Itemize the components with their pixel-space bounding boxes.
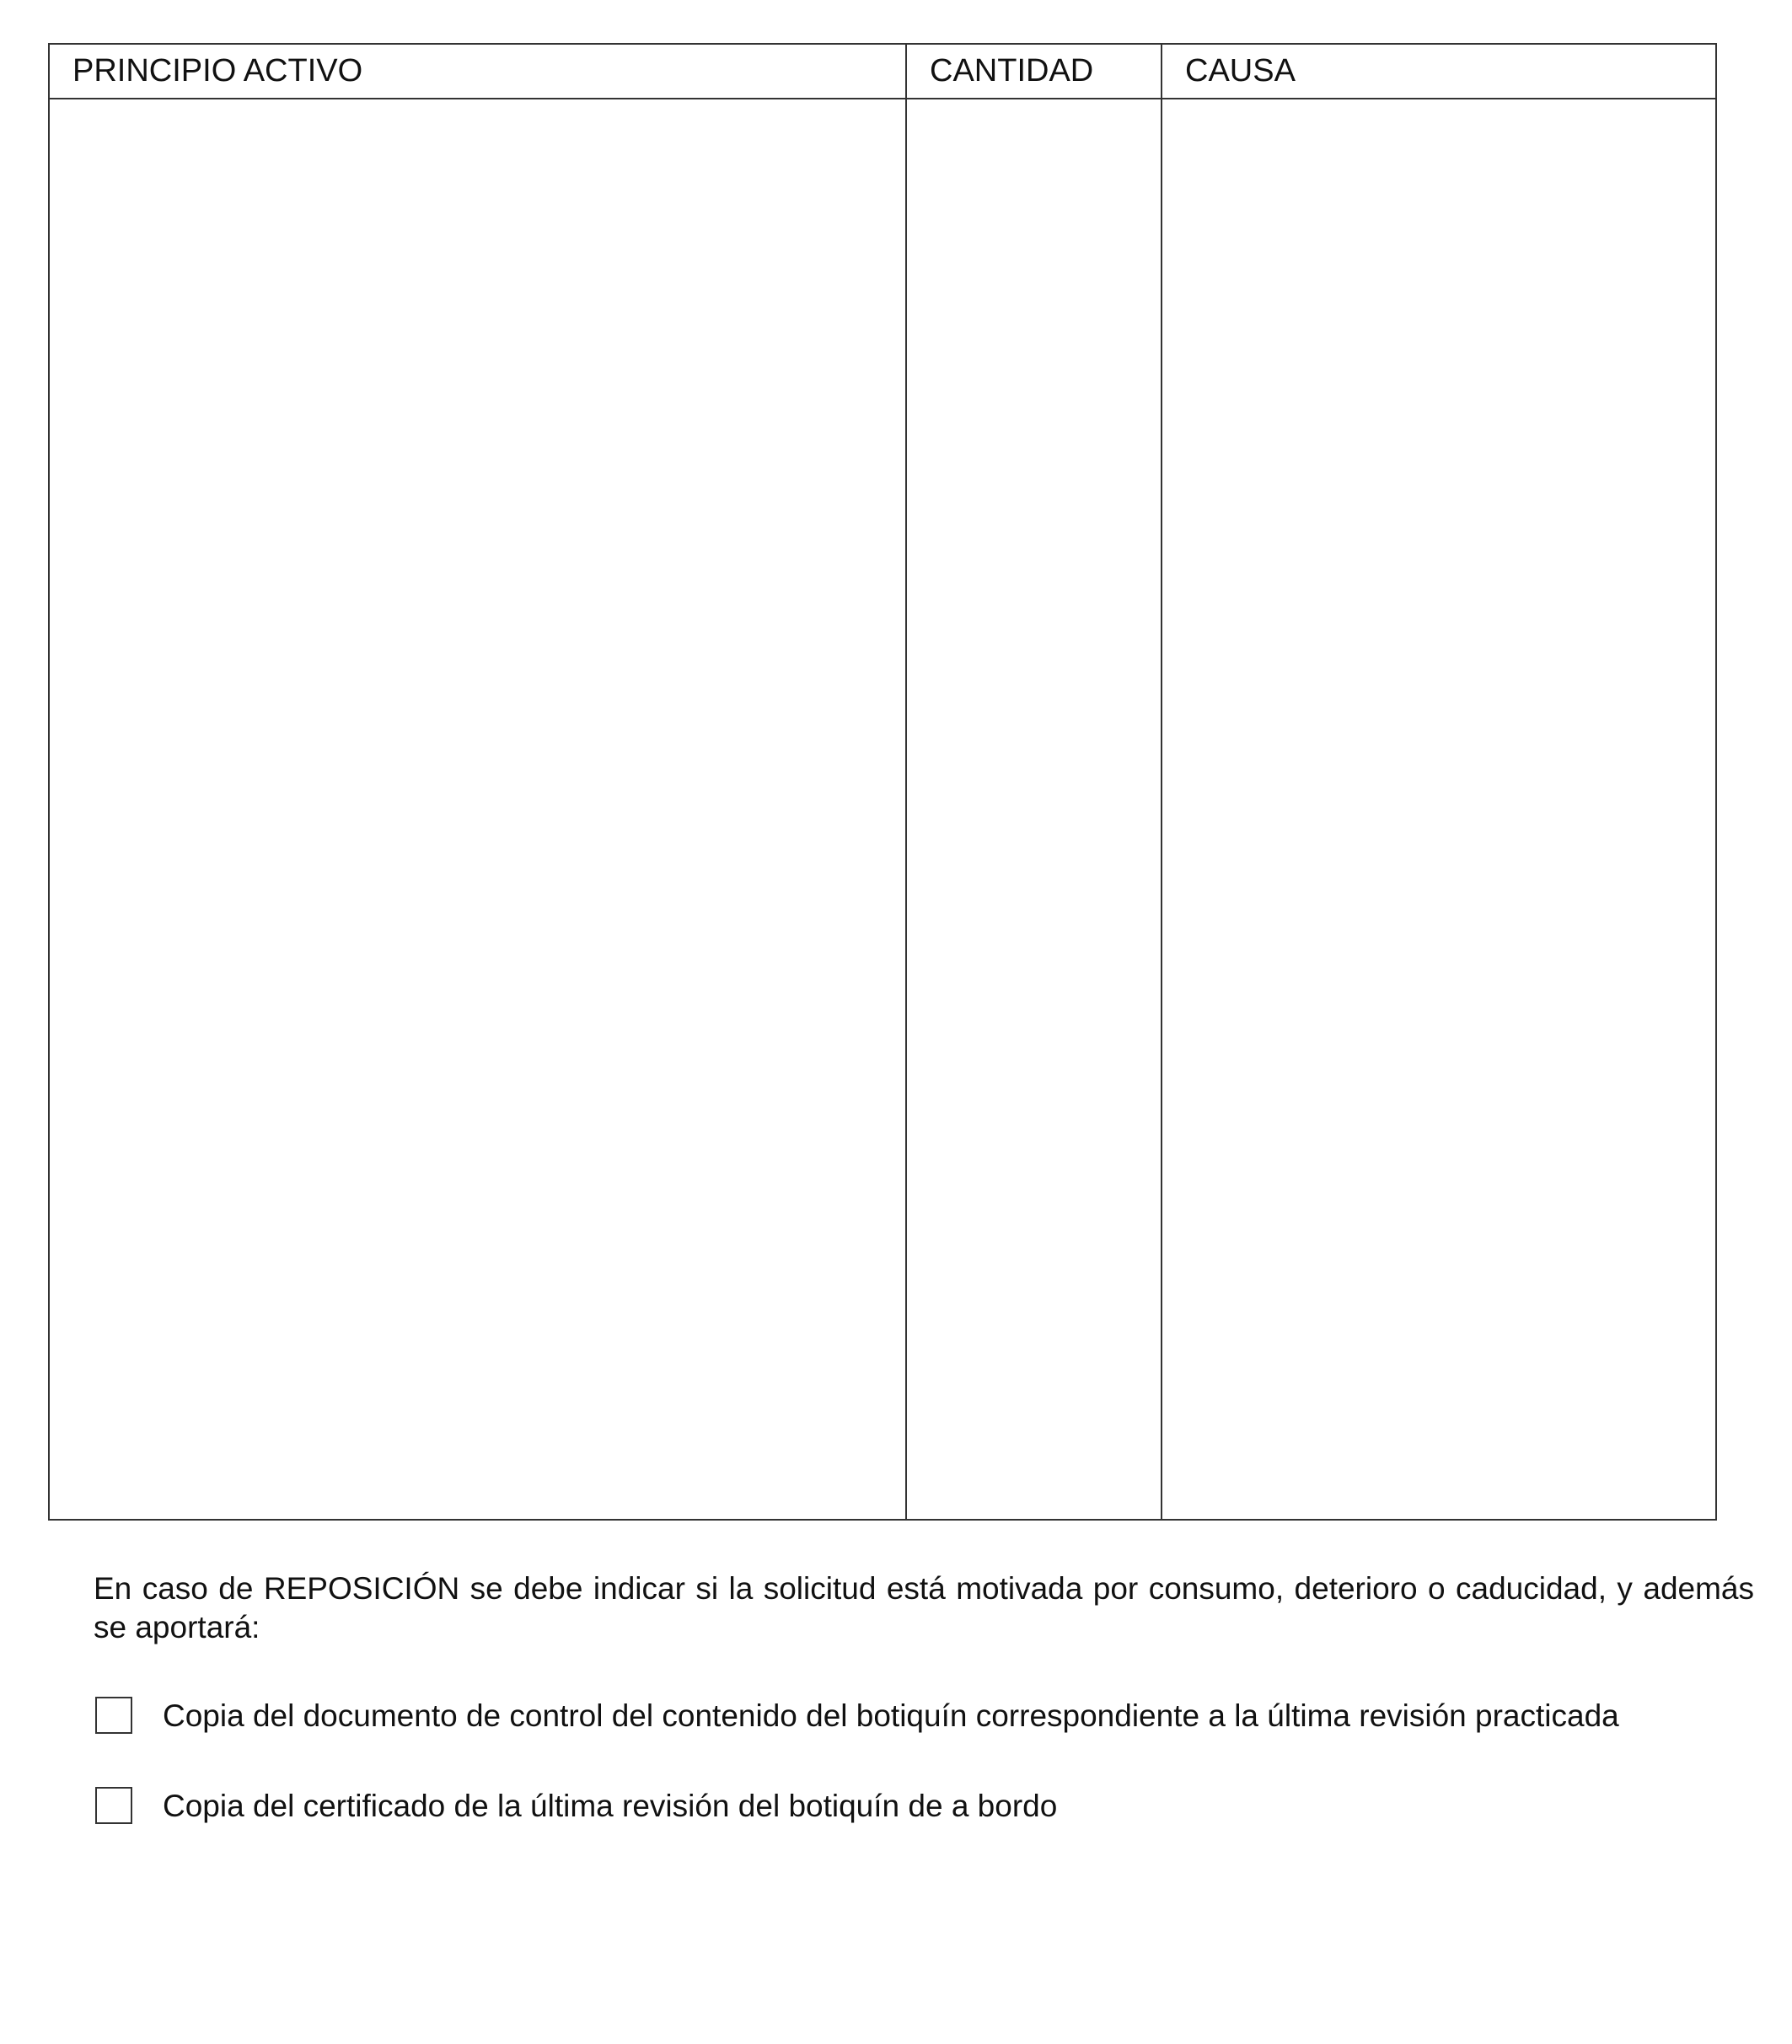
medication-table bbox=[48, 43, 1717, 1521]
checkbox[interactable] bbox=[95, 1787, 132, 1824]
checklist-item-label: Copia del documento de control del contenido del botiquín correspondiente a la última revisión practicada bbox=[163, 1698, 1619, 1733]
checkbox[interactable] bbox=[95, 1697, 132, 1734]
header-causa: CAUSA bbox=[1185, 53, 1296, 89]
principio-activo-cell[interactable] bbox=[50, 99, 905, 1519]
table-header-row bbox=[50, 45, 1715, 99]
checklist-item-label: Copia del certificado de la última revisión del botiquín de a bordo bbox=[163, 1789, 1058, 1823]
checklist-item-control-document[interactable] bbox=[94, 1697, 1754, 1739]
header-cantidad: CANTIDAD bbox=[930, 53, 1094, 89]
cantidad-cell[interactable] bbox=[907, 99, 1161, 1519]
reposicion-instructions: En caso de REPOSICIÓN se debe indicar si la solicitud está motivada por consumo, deterioro o caducidad, y además se aportará: bbox=[94, 1571, 1754, 1644]
checklist-item-revision-certificate[interactable] bbox=[94, 1787, 1754, 1829]
causa-cell[interactable] bbox=[1162, 99, 1715, 1519]
header-principio-activo: PRINCIPIO ACTIVO bbox=[72, 53, 363, 89]
